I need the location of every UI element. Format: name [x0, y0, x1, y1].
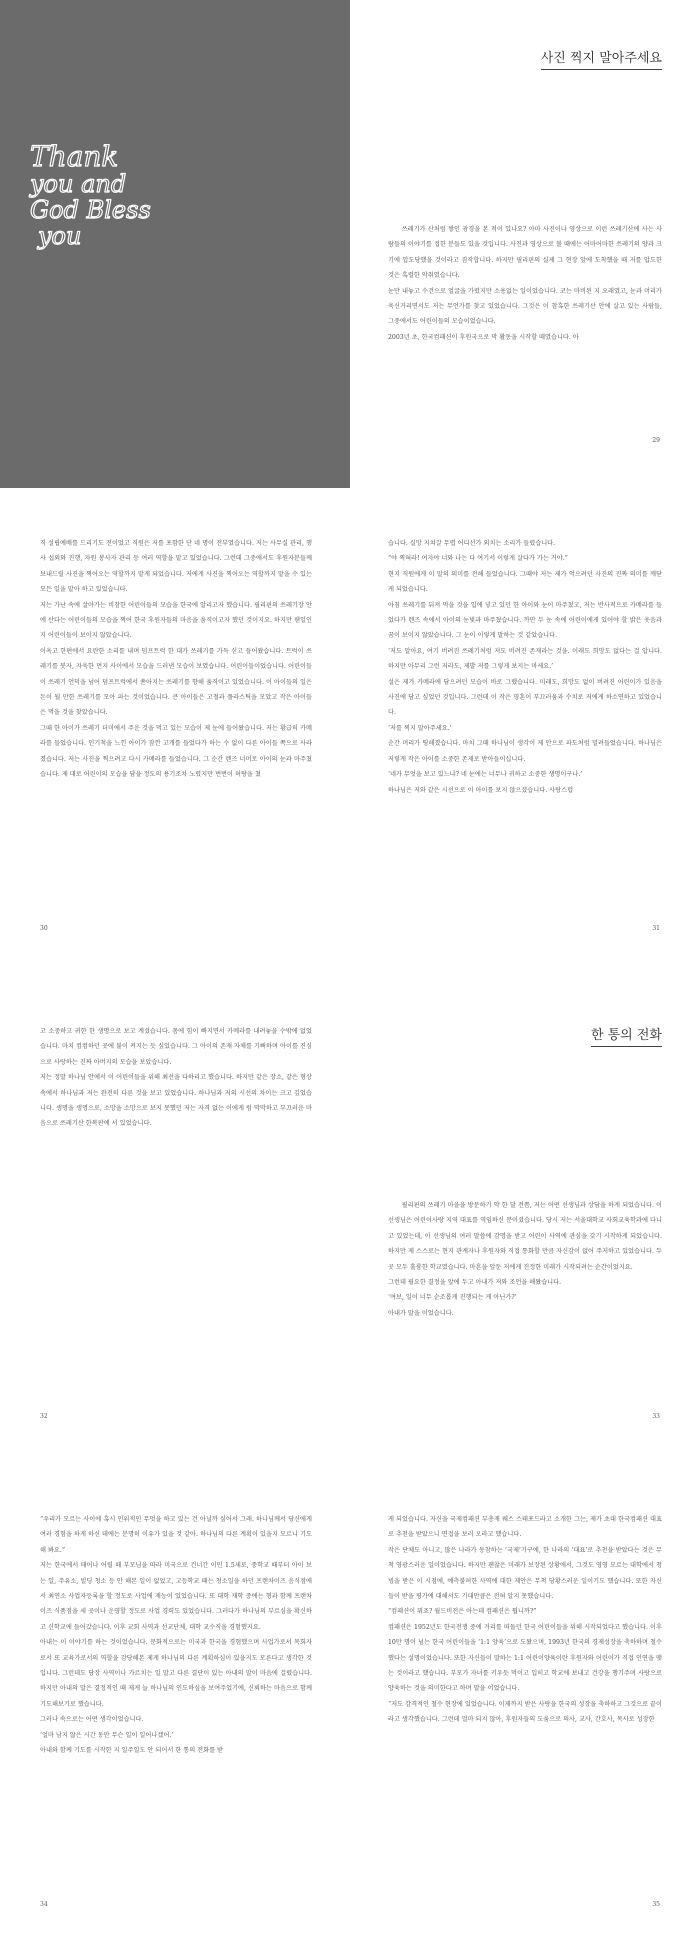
- paragraph: 저는 한국에서 태어나 어릴 때 부모님을 따라 미국으로 건너간 이민 1.5세로, 중학교 때부터 아이 보는 일, 주유소, 빌딩 청소 등 안 해본 일이 없었고, 고등학교 때는 청소일을 하던 프랜차이즈 음식점에서 최연소 사업자등록을 할 정도로 사업에 재능이 있었습니다. 또 대학 재학 중에는 형과 함께 프랜차이즈 식품점을 세 곳이나 운영할 정도로 사업 경력도 있었습니다. 그러다가 하나님의 부르심을 확신하고 신학교에 들어갔습니다. 이후 교회 사역과 선교단체, 대학 교수직을 경험했지요.: [40, 1562, 312, 1631]
- page-number: 35: [652, 1901, 660, 1908]
- page-number: 29: [652, 437, 660, 444]
- chapter-title: 사진 찍지 말아주세요: [541, 47, 662, 70]
- page-number: 30: [40, 925, 48, 932]
- paragraph: 습니다. 실망 지쳐갈 무렵 어디선가 외치는 소리가 들렸습니다.: [388, 540, 556, 547]
- page-30: [0, 488, 350, 976]
- paragraph: 게 되었습니다. 자신을 국제컴패션 부총재 웨스 스태포드라고 소개한 그는, 제가 초대 한국컴패션 대표로 추천을 받았으니 면접을 보러 오라고 했습니다.: [388, 1516, 662, 1539]
- paragraph: “저도 감격적인 철수 현장에 있었습니다. 이제까지 받은 사랑을 한국의 성장을 축하하고 그것으로 끝이라고 생각했습니다. 그런데 얼마 되지 않아, 후원자들의 도움으로 의사, 교사, 간호사, 목사로 성장한: [388, 1700, 662, 1724]
- paragraph: ‘얼마 남지 않은 시간 동안 무슨 일이 일어나겠어.’: [40, 1731, 174, 1739]
- paragraph: 눈만 내놓고 수건으로 얼굴을 가렸지만 소용없는 일이었습니다. 코는 마비된 지 오래였고, 눈과 머리가 욱신거리면서도 저는 무언가를 찾고 있었습니다. 그것은 이 참혹한 쓰레기산 안에 살고 있는 사람들, 그중에서도 어린이들의 모습이었습니다.: [388, 287, 662, 326]
- paragraph: “야 찍혀라! 여자야 너와 나는 다 여기서 이렇게 살다가 가는 거야.”: [388, 555, 568, 563]
- paragraph: 아침 쓰레기를 뒤져 먹을 것을 입에 넣고 있던 한 아이와 눈이 마주쳤고, 저는 반사적으로 카메라를 들었다가 렌즈 속에서 아이의 눈빛과 마주쳤습니다. 까만 두 눈 속에 어린이에게 있어야 할 밝은 웃음과 꿈이 보이지 않았습니다. 그 눈이 이렇게 말하는 것 같았습니다.: [388, 601, 662, 640]
- paragraph: 그런데 필요한 결정을 앞에 두고 아내가 저와 조언을 해왔습니다.: [388, 1279, 562, 1287]
- page-35: [350, 1464, 700, 1952]
- paragraph: 고 소중하고 귀한 한 생명으로 보고 계셨습니다. 몸에 힘이 빠지면서 카메라를 내려놓을 수밖에 없었습니다. 마치 컴컴하던 곳에 불이 켜지는 듯 싶었습니다. 그 아이의 존재 자체를 기뻐하며 아이를 진심으로 사랑하는 진짜 아버지의 모습을 보았습니다.: [40, 1028, 312, 1066]
- page-29-body: [388, 222, 662, 345]
- artwork-line-1: Thank: [30, 140, 119, 173]
- page-32: [0, 976, 350, 1464]
- paragraph: 쓰레기가 산처럼 쌓인 광경을 본 적이 있나요? 아마 사진이나 영상으로 이런 쓰레기산에 사는 사람들의 이야기를 접한 분들도 있을 것입니다. 사진과 영상으로 볼 때에는 어마어마한 쓰레기의 양과 크기에 압도당했을 것이라고 짐작합니다. 하지만 필리핀의 실제 그 현장 앞에 도착했을 때 저를 압도한 것은 혹렬한 악취였습니다.: [388, 226, 662, 280]
- page-35-body: [388, 1512, 662, 1728]
- page-number: 34: [40, 1901, 48, 1908]
- page-33: [350, 976, 700, 1464]
- artwork-line-4: you: [38, 222, 82, 250]
- paragraph: ‘여보, 일이 너무 순조롭게 진행되는 게 아닌가?’: [388, 1294, 517, 1302]
- chapter-title: 한 통의 전화: [591, 1024, 662, 1047]
- page-33-body: [388, 1198, 662, 1321]
- page-32-body: [40, 1024, 312, 1132]
- page-29: [350, 0, 700, 488]
- paragraph: ‘저도 알아요, 여기 버려진 쓰레기처럼 저도 버려진 존재라는 것을. 이래도 희망도 없다는 걸 압니다. 하지만 아무리 그런 저라도, 제발 저를 그렇게 보지는 마세요.’: [388, 647, 662, 671]
- paragraph: ‘네가 무엇을 보고 있느냐? 네 눈에는 너무나 귀하고 소중한 생명이구나.’: [388, 771, 583, 779]
- paragraph: 작은 단체도 아니고, 많은 나라가 동참하는 ‘국제’기구에, 한 나라의 ‘대표’로 추천을 받았다는 것은 무척 영광스러운 일이었습니다. 하지만 괜찮은 미래가 보장된 상황에서, 그것도 영영 모르는 대학에서 청빙을 받은 이 시점에, 예측불허한 사역에 대한 제안은 무척 당황스러운 일이기도 했습니다. 또한 자신들이 받을 평가에 대해서도 기대만큼은 전혀 알지 못했습니다.: [388, 1546, 662, 1601]
- page-number: 33: [652, 1413, 660, 1420]
- page-34-body: [40, 1512, 312, 1759]
- page-31: [350, 488, 700, 976]
- paragraph: 필리핀의 쓰레기 마을을 방문하기 약 한 달 전쯤, 저는 어떤 선생님과 상담을 하게 되었습니다. 이 선생님은 어린이사랑 지역 대표를 역임하신 분이셨습니다. 당시 저는 서울대학교 사회교육학과에 다니고 있었는데, 이 선생님의 여러 말씀에 감명을 받고 어린이 사역에 관심을 갖기 시작하게 되었습니다. 하지만 제 스스로는 현지 관계자나 후원자와 직접 통화할 만큼 자신감이 없어 주저하고 있었습니다. 두 곳 모두 훌륭한 학교였습니다. 마흔을 앞둔 저에게 진정한 미래가 시작되려는 순간이었지요.: [388, 1202, 662, 1271]
- page-34: [0, 1464, 350, 1952]
- artwork-line-2: you and: [30, 170, 127, 198]
- paragraph: 설은 제가 카메라에 담으려던 모습이 바로 그랬습니다. 미래도, 희망도 없이 버려진 어린이가 있음을 사진에 담고 싶었던 것입니다. 그런데 이 작은 영혼이 부끄러움과 수치로 저에게 하소연하고 있었습니다.: [388, 678, 662, 717]
- paragraph: 그때 한 아이가 쓰레기 더미에서 주운 것을 먹고 있는 모습이 제 눈에 들어왔습니다. 저는 황급히 카메라를 들었습니다. 인기척을 느낀 아이가 잠깐 고개를 들었다가 하는 수 없이 다른 아이들 쪽으로 사라졌습니다. 저는 사진을 찍으려고 다시 카메라를 들었습니다. 그 순간 렌즈 너머로 아이의 눈과 마주쳤습니다. 제 대로 어린이의 모습을 담을 정도의 용기조차 노렸지만 번번이 허탕을 쳤: [40, 724, 312, 779]
- paragraph: 이옥고 한편에서 요란한 소리를 내며 덤프트럭 한 대가 쓰레기를 가득 싣고 들어왔습니다. 트럭이 쓰레기를 붓자, 자욱한 먼지 사이에서 모습을 드러낸 모습이 보였습니다. 어린이들이었습니다. 어린이들이 쓰레기 언덕을 넘어 덤프트럭에서 쏟아지는 쓰레기를 향해 움직이고 있었습니다. 이 아이들의 일은 돈이 될 만한 쓰레기를 모아 파는 것이었습니다. 큰 아이들은 고철과 플라스틱을 모았고 작은 아이들은 먹을 것을 찾았습니다.: [40, 647, 312, 717]
- paragraph: 컴패션은 1952년도 한국전쟁 중에 거리를 떠돌던 한국 어린이들을 위해 시작되었다고 했습니다. 이후 10만 명이 넘는 한국 어린이들을 ‘1:1 양육’으로 도왔으며, 1993년 한국의 경제성장을 축하하며 철수했다는 설명이었습니다. 또한 자신들이 말하는 1:1 어린이양육이란 후원자와 어린이가 직접 인연을 맺는 것이라고 했습니다. 부모가 자녀를 키우듯 먹이고 입히고 학교에 보내고 건강을 챙기주며 사랑으로 양육하는 것을 의미한다고 하며 말을 이었습니다.: [388, 1623, 662, 1693]
- paragraph: 하나님은 저와 같은 시선으로 이 아이를 보지 않으셨습니다. 사랑스럽: [388, 786, 574, 794]
- paragraph: 아내와 함께 기도를 시작한 지 일주일도 안 되어서 한 통의 전화를 받: [40, 1747, 224, 1755]
- paragraph: 순간 머리가 띵해졌습니다. 마치 그때 하나님이 생각이 제 안으로 파도처럼 밀려들었습니다. 하나님은 저렇게 작은 아이를 소중한 존재로 받아들이십니다.: [388, 740, 662, 763]
- paragraph: 저는 정말 하나님 안에서 이 어린이들을 위해 최선을 다하리고 했습니다. 하지만 같은 장소, 같은 형상 속에서 하나님과 저는 완전히 다른 것을 보고 있었습니다. 하나님과 저의 시선의 차이는 크고 깊었습니다. 생명을 생명으로, 소망을 소망으로 보지 못했던 저는 자격 없는 이에게 럼 막막하고 부끄러운 마음으로 쓰레기산 한복판에 서 있었습니다.: [40, 1074, 312, 1128]
- page-31-body: [388, 536, 662, 798]
- paragraph: 2003년 초, 한국컴패션이 후원국으로 막 활동을 시작할 때였습니다. 아: [388, 333, 579, 341]
- page-28-artwork: [0, 0, 350, 488]
- page-30-body: [40, 536, 312, 783]
- paragraph: “우리가 모르는 사이에 혹시 인위적인 무엇을 하고 있는 건 아닐까 싶어서 그래. 하나님께서 당신에게 여러 경험을 하게 하신 데에는 분명히 이유가 있을 것 같아. 하나님의 다른 계획이 있을지 모르니 기도해 봐요.”: [40, 1516, 312, 1554]
- paragraph: 직 설립예배를 드리기도 전이었고 직원은 저를 포함한 단 네 명이 전부였습니다. 저는 사무실 관리, 행사 섭외와 진행, 자원 봉사자 관리 등 여러 역할을 맡고 있었습니다. 그런데 그중에서도 후원자분들께 보내드릴 사진을 찍어오는 역할까지 맡게 되었습니다. 저에게 사진을 찍어오는 역할까지 맡을 수 있는 모든 일을 맡아 하고 있었습니다.: [40, 540, 312, 594]
- page-number: 31: [652, 925, 660, 932]
- paragraph: ‘저를 찍지 말아주세요.’: [388, 724, 452, 732]
- paragraph: 아내가 말을 이었습니다.: [388, 1309, 454, 1317]
- paragraph: 저는 가난 속에 살아가는 비참한 어린이들의 모습을 한국에 알리고자 했습니다. 필리핀의 쓰레기장 안에 산다는 어린이들의 모습을 찍어 한국 후원자들의 마음을 움직이고자 했던 것이지요. 하지만 웬일인지 어린이들이 보이지 않았습니다.: [40, 601, 312, 640]
- page-number: 32: [40, 1413, 48, 1420]
- paragraph: “컴패션이 뭐죠? 월드비전은 아는데 컴패션은 뭡니까?”: [388, 1608, 537, 1616]
- artwork-line-3: God Bless: [30, 196, 151, 224]
- paragraph: 아내는 이 이야기를 하는 것이었습니다. 문화적으로는 미국과 한국을 경험했으며 사업가로서 목회자로서 또 교육가로서의 역할을 감당해본 제게 하나님의 다른 계획하심이 있을지도 모른다고 생각한 것입니다. 그런데도 당장 사역이나 가르치는 일 말고 다른 결단이 있는 아내의 말이 마음에 걸렸습니다. 하지만 아내의 말은 결정적인 때 제게 늘 하나님의 인도하심을 보여주었기에, 신뢰하는 마음으로 함께 기도해보기로 했습니다.: [40, 1639, 312, 1708]
- paragraph: 그러나 속으로는 어떤 생각이었습니다.: [40, 1716, 144, 1724]
- paragraph: 현지 직원에게 이 말의 의미를 전해 들었습니다. 그때야 저는 제가 억으려던 사진의 진짜 의미를 깨닫게 되었습니다.: [388, 570, 662, 594]
- thank-you-god-bless-you-handwriting: [28, 140, 268, 250]
